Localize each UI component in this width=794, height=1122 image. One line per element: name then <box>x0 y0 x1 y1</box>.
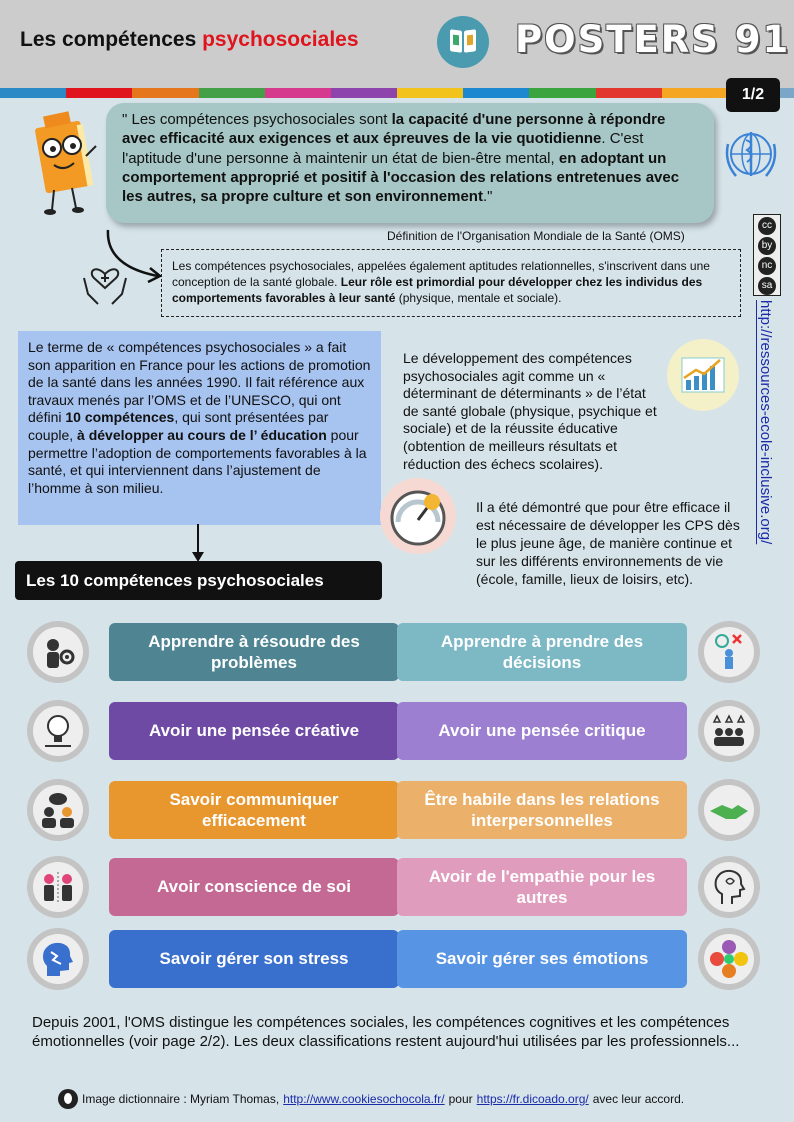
empathy-head-icon <box>698 856 760 918</box>
quote-text: . C'est l'aptitude d'une personne à maintenir un état de bien-être mental, <box>122 130 644 167</box>
credit-text: pour <box>448 1092 473 1106</box>
quote-bold: la capacité d'une personne à répondre avec efficacité aux exigences et aux épreuves de la vie quotidienne <box>122 111 666 148</box>
stripe-segment <box>463 88 530 98</box>
page-number-badge: 1/2 <box>726 78 780 112</box>
handshake-icon <box>698 779 760 841</box>
cc-mark: sa <box>758 277 776 295</box>
competence-pill-left: Avoir une pensée créative <box>109 702 399 760</box>
competence-pill-left: Avoir conscience de soi <box>109 858 399 916</box>
site-url-link[interactable]: http://ressources-ecole-inclusive.org/ <box>757 300 774 545</box>
intro-bold: 10 compétences <box>65 409 175 426</box>
note-text: Les compétences psychosociales, appelées également aptitudes relationnelles, s'inscrivent dans une conception de la santé globale. <box>172 259 710 289</box>
cps-definition-note <box>161 249 741 317</box>
stripe-segment <box>0 88 67 98</box>
header-bar <box>0 0 794 88</box>
early-development-paragraph: Il a été démontré que pour être efficace il est nécessaire de développer les CPS dès le plus jeune âge, de manière continue et sur les différents environnements de vie (école, famille, lieux de loisirs, etc). <box>476 499 740 587</box>
stripe-segment <box>265 88 332 98</box>
cc-mark: by <box>758 237 776 255</box>
intro-text: , qui sont présentées par couple, <box>28 409 329 443</box>
image-credit <box>58 1089 684 1109</box>
competence-pill-left: Savoir gérer son stress <box>109 930 399 988</box>
competences-section-title: Les 10 compétences psychosociales <box>15 561 382 600</box>
oms-source: Définition de l'Organisation Mondiale de la Santé (OMS) <box>387 229 685 243</box>
stripe-segment <box>331 88 398 98</box>
conversation-icon <box>27 779 89 841</box>
competence-pill-right: Avoir de l'empathie pour les autres <box>397 858 687 916</box>
stripe-segment <box>397 88 464 98</box>
intro-bold: à développer au cours de l’ éducation <box>77 426 327 443</box>
development-paragraph: Le développement des compétences psychosociales agit comme un « déterminant de déterminants » de l’état de santé globale (physique, psychique et sociale) et de la réussite éducative (obtention de meilleurs résultats et réduction des échecs scolaires). <box>403 350 657 472</box>
star-rating-group-icon <box>698 700 760 762</box>
growth-chart-icon <box>664 336 742 414</box>
creative-commons-badge <box>753 214 781 296</box>
note-text: (physique, mentale et sociale). <box>395 291 562 305</box>
dictionary-pin-icon <box>58 1089 78 1109</box>
credit-text: Image dictionnaire : Myriam Thomas, <box>82 1092 280 1106</box>
hands-heart-icon <box>80 254 130 308</box>
oms-definition-quote <box>106 103 714 223</box>
footer-paragraph: Depuis 2001, l'OMS distingue les compétences sociales, les compétences cognitives et les compétences émotionnelles (voir page 2/2). Les deux classifications restent aujourd'hui utilisées par les professionnels... <box>32 1014 740 1050</box>
note-bold: Leur rôle est primordial pour développer chez les individus des comportements favorables à leur santé <box>172 275 703 305</box>
cc-mark: nc <box>758 257 776 275</box>
stripe-segment <box>662 88 729 98</box>
dicoado-link[interactable]: https://fr.dicoado.org/ <box>476 1092 589 1106</box>
title-accent: psychosociales <box>202 28 359 51</box>
competence-pill-right: Être habile dans les relations interpersonnelles <box>397 781 687 839</box>
credit-text: avec leur accord. <box>592 1092 685 1106</box>
stripe-segment <box>66 88 133 98</box>
performance-gauge-icon <box>376 474 460 558</box>
stress-head-icon <box>27 928 89 990</box>
cookiesochocola-link[interactable]: http://www.cookiesochocola.fr/ <box>283 1092 445 1106</box>
open-book-logo-icon <box>437 16 489 68</box>
brand-logo: POSTERS 91 <box>515 18 791 61</box>
intro-box <box>18 331 381 525</box>
quote-text: ." <box>482 188 493 206</box>
mirror-self-icon <box>27 856 89 918</box>
intro-text: pour permettre l’adoption de comportements favorables à la santé, et qui interviennent dans l’ajustement de l’homme à son milieu. <box>28 426 367 496</box>
quote-text: " Les compétences psychosociales sont <box>122 111 392 128</box>
down-arrow-icon <box>190 524 206 564</box>
stripe-segment <box>596 88 663 98</box>
quote-bold: en adoptant un comportement approprié et positif à l'occasion des relations entretenues avec les autres, sa propre culture et son environnement <box>122 149 680 206</box>
gears-thinking-icon <box>27 621 89 683</box>
intro-text: Le terme de « compétences psychosociales » a fait son apparition en France pour les actions de promotion de la santé dans les années 1990. Il fait référence aux travaux menés par l’OMS et de l’UNESCO, qui ont défini <box>28 339 371 426</box>
page-title <box>20 28 359 52</box>
decision-choice-icon <box>698 621 760 683</box>
cc-mark: cc <box>758 217 776 235</box>
competence-pill-right: Apprendre à prendre des décisions <box>397 623 687 681</box>
stripe-segment <box>132 88 199 98</box>
competence-pill-left: Savoir communiquer efficacement <box>109 781 399 839</box>
who-emblem-icon <box>720 126 782 182</box>
emotions-faces-icon <box>698 928 760 990</box>
stripe-segment <box>199 88 266 98</box>
competence-pill-right: Savoir gérer ses émotions <box>397 930 687 988</box>
title-prefix: Les compétences <box>20 28 197 51</box>
stripe-segment <box>529 88 596 98</box>
dictionary-mascot-icon <box>26 110 100 220</box>
competence-pill-right: Avoir une pensée critique <box>397 702 687 760</box>
competence-pill-left: Apprendre à résoudre des problèmes <box>109 623 399 681</box>
lightbulb-icon <box>27 700 89 762</box>
